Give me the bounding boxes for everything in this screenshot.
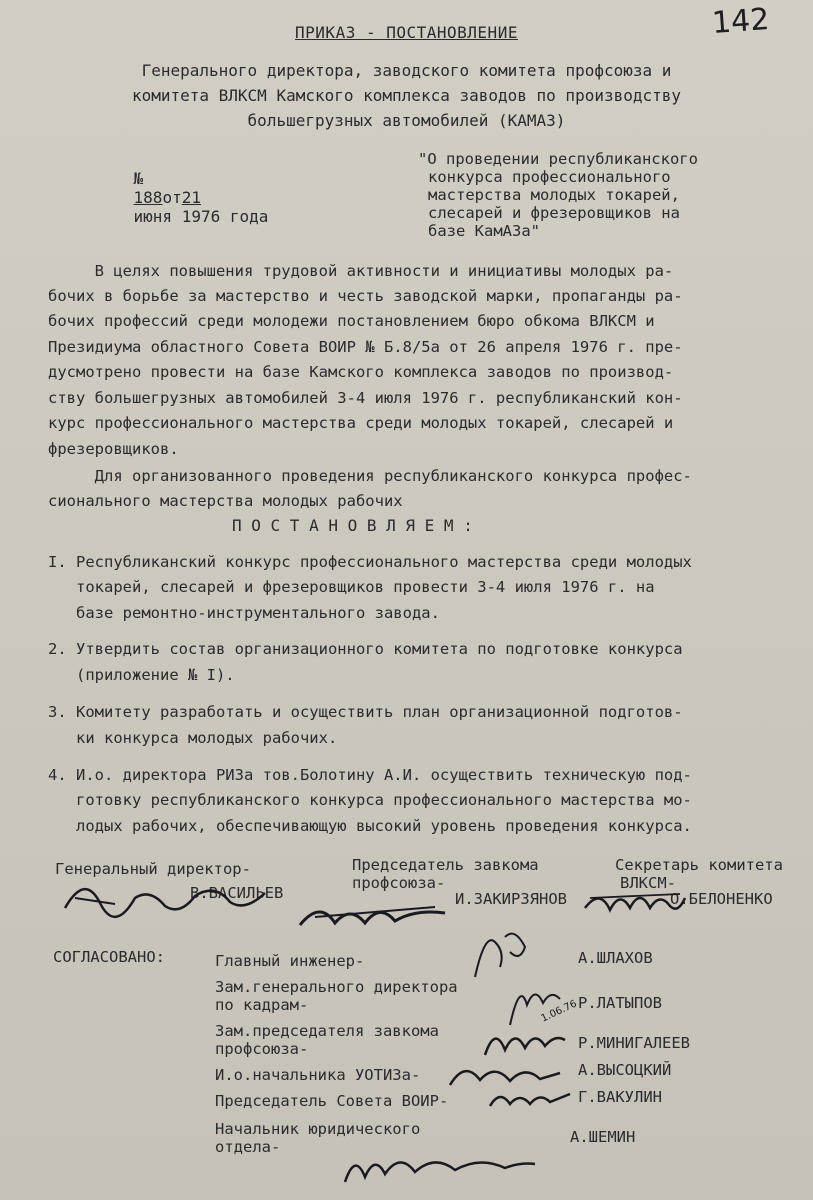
resolve-heading: П О С Т А Н О В Л Я Е М : <box>232 516 473 535</box>
chair-title-2: профсоюза- <box>352 874 446 892</box>
order-number-date <box>95 150 268 245</box>
approval-title: Зам.генерального директора <box>215 978 458 996</box>
item-4-line: лодых рабочих, обеспечивающую высокий уровень проведения конкурса. <box>48 817 692 835</box>
approval-title: Председатель Совета ВОИР- <box>215 1092 449 1110</box>
subject-line: конкурса профессионального <box>428 168 671 186</box>
approval-name: А.ШЕМИН <box>570 1128 636 1146</box>
preamble-line: В целях повышения трудовой активности и инициативы молодых ра- <box>48 262 674 280</box>
subject-line: "О проведении республиканского <box>418 150 698 168</box>
subject-line: слесарей и фрезеровщиков на <box>428 204 680 222</box>
item-1-line: токарей, слесарей и фрезеровщиков провести 3-4 июля 1976 г. на <box>48 578 655 596</box>
purpose-line: сионального мастерства молодых рабочих <box>48 492 403 510</box>
preamble-line: ству большегрузных автомобилей 3-4 июля 1976 г. республиканский кон- <box>48 389 683 407</box>
issuer-line-1: Генерального директора, заводского комитета профсоюза и <box>141 61 672 80</box>
approval-title: Начальник юридического <box>215 1120 421 1138</box>
approval-signature-4 <box>445 1055 565 1095</box>
preamble-line: бочих в борьбе за мастерство и честь заводской марки, пропаганды ра- <box>48 287 683 305</box>
approval-title: Главный инженер- <box>215 952 365 970</box>
secretary-name: О.БЕЛОНЕНКО <box>670 890 773 908</box>
item-4-line: готовку республиканского конкурса профессионального мастерства мо- <box>48 791 692 809</box>
page-number: 142 <box>710 2 771 41</box>
issuer-line-2: комитета ВЛКСМ Камского комплекса заводов по производству <box>131 86 682 105</box>
approval-name: Р.МИНИГАЛЕЕВ <box>578 1034 690 1052</box>
number-sign: № <box>133 169 144 188</box>
approval-signature-3 <box>480 1020 570 1070</box>
chair-title: Председатель завкома <box>352 856 539 874</box>
approval-signature-1 <box>465 922 535 982</box>
approval-name: Г.ВАКУЛИН <box>578 1088 662 1106</box>
secretary-title: Секретарь комитета <box>615 856 783 874</box>
item-1-line: I. Республиканский конкурс профессионального мастерства среди молодых <box>48 553 692 571</box>
approval-signature-5 <box>485 1084 575 1114</box>
item-2-line: 2. Утвердить состав организационного комитета по подготовке конкурса <box>48 640 683 658</box>
approved-label: СОГЛАСОВАНО: <box>53 948 165 966</box>
preamble-line: курс профессионального мастерства среди молодых токарей, слесарей и <box>48 414 674 432</box>
item-3-line: 3. Комитету разработать и осуществить план организационной подготов- <box>48 703 683 721</box>
subject-line: базе КамАЗа" <box>428 222 540 240</box>
approval-name: А.ШЛАХОВ <box>578 949 653 967</box>
order-date-rest: июня 1976 года <box>133 207 269 226</box>
item-3-line: ки конкурса молодых рабочих. <box>48 729 338 747</box>
approval-name: Р.ЛАТЫПОВ <box>578 994 662 1012</box>
issuer-line-3: большегрузных автомобилей (КАМАЗ) <box>247 111 566 130</box>
approval-title-2: по кадрам- <box>215 996 309 1014</box>
preamble-line: фрезеровщиков. <box>48 440 179 458</box>
chair-name: И.ЗАКИРЗЯНОВ <box>455 890 567 908</box>
approval-name: А.ВЫСОЦКИЙ <box>578 1061 672 1079</box>
approval-title: И.о.начальника УОТИЗа- <box>215 1066 421 1084</box>
purpose-line: Для организованного проведения республиканского конкурса профес- <box>48 467 692 485</box>
preamble-line: бочих профессий среди молодежи постановлением бюро обкома ВЛКСМ и <box>48 312 655 330</box>
document-title: ПРИКАЗ - ПОСТАНОВЛЕНИЕ <box>295 23 518 42</box>
preamble-line: дусмотрено провести на базе Камского комплекса заводов по производ- <box>48 363 674 381</box>
preamble-line: Президиума областного Совета ВОИР № Б.8/5а от 26 апреля 1976 г. пре- <box>48 338 683 356</box>
date-from: от <box>162 188 182 207</box>
handwritten-date: 1.06.76 <box>539 998 579 1025</box>
approval-title: Зам.председателя завкома <box>215 1022 439 1040</box>
item-2-line: (приложение № I). <box>48 666 235 684</box>
order-day: 21 <box>181 188 201 207</box>
approval-signature-6 <box>340 1142 540 1192</box>
order-number: 188 <box>133 188 163 207</box>
director-name: В.ВАСИЛЬЕВ <box>190 884 284 902</box>
item-4-line: 4. И.о. директора РИЗа тов.Болотину А.И. осуществить техническую под- <box>48 766 692 784</box>
chair-signature <box>295 895 455 935</box>
item-1-line: базе ремонтно-инструментального завода. <box>48 604 440 622</box>
approval-title-2: отдела- <box>215 1138 281 1156</box>
director-title: Генеральный директор- <box>55 860 251 878</box>
approval-title-2: профсоюза- <box>215 1040 309 1058</box>
subject-line: мастерства молодых токарей, <box>428 186 680 204</box>
secretary-title-2: ВЛКСМ- <box>620 874 676 892</box>
